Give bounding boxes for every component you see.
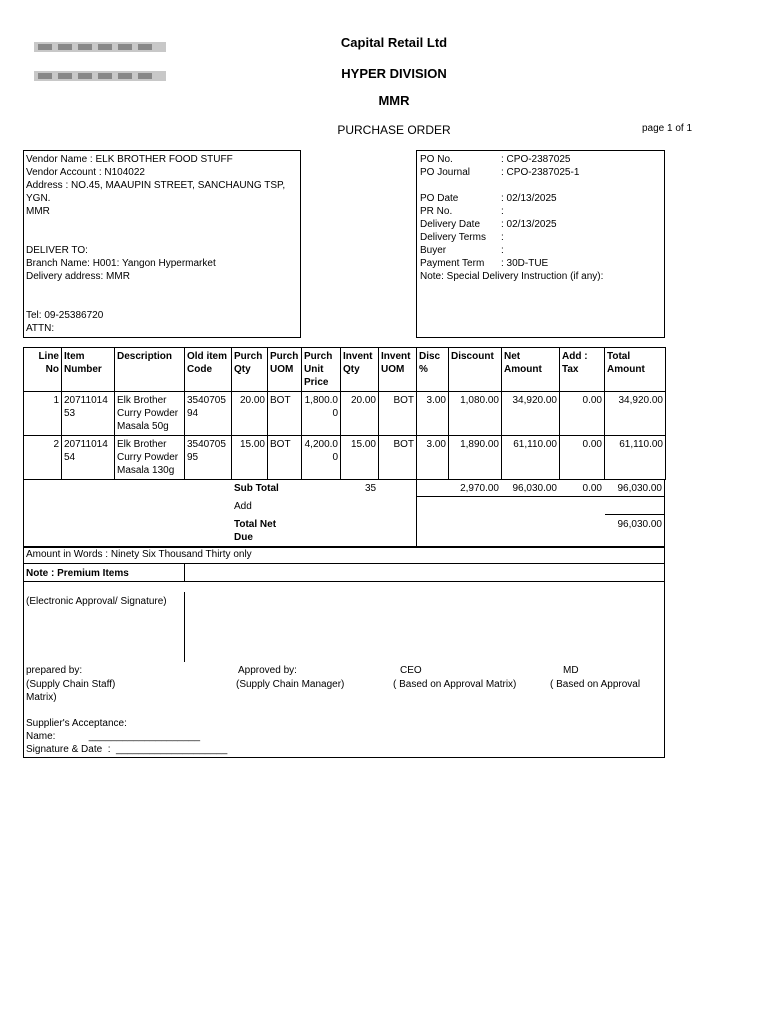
page-number: page 1 of 1 [642,123,693,134]
cell-disc-pct: 3.00 [417,436,449,480]
vendor-name: Vendor Name : ELK BROTHER FOOD STUFF [26,154,233,165]
table-header-row [24,348,666,392]
table-row [24,436,666,480]
cell-invent-qty: 15.00 [341,436,379,480]
col-header-invent-uom: Invent UOM [379,348,417,392]
cell-line-no: 2 [24,436,62,480]
col-header-old-item-code: Old item Code [185,348,232,392]
cell-invent-qty: 20.00 [341,392,379,436]
cell-description: Elk Brother Curry Powder Masala 50g [115,392,185,436]
ceo-role: ( Based on Approval Matrix) [393,679,517,690]
delivery-terms-value: : [501,232,504,243]
sub-total-qty: 35 [365,483,377,494]
col-header-purch-unit-price: Purch Unit Price [302,348,341,392]
buyer-value: : [501,245,504,256]
approved-by-role: (Supply Chain Manager) [236,679,345,690]
ceo-label: CEO [400,665,422,676]
sub-total-amount: 96,030.00 [617,483,662,494]
table-row [24,392,666,436]
note-premium-items: Note : Premium Items [26,568,129,579]
pr-no-label: PR No. [420,206,453,217]
vendor-address-2: YGN. [26,193,51,204]
col-header-add-tax: Add : Tax [560,348,605,392]
deliver-to-label: DELIVER TO: [26,245,88,256]
col-header-invent-qty: Invent Qty [341,348,379,392]
cell-purch-qty: 15.00 [232,436,268,480]
payment-term-label: Payment Term [420,258,485,269]
cell-purch-unit-price: 1,800.00 [302,392,341,436]
total-net-due-value: 96,030.00 [617,519,662,530]
cell-total-amount: 61,110.00 [605,436,666,480]
pr-no-value: : [501,206,504,217]
note-divider [184,563,185,582]
total-net-due-label: Total Net Due [234,519,277,543]
delivery-address: Delivery address: MMR [26,271,130,282]
document-title: PURCHASE ORDER [337,123,451,137]
sub-total-net: 96,030.00 [512,483,557,494]
col-header-discount: Discount [449,348,502,392]
delivery-date-label: Delivery Date [420,219,481,230]
totals-left-border [23,480,24,546]
col-header-disc-pct: Disc % [417,348,449,392]
cell-description: Elk Brother Curry Powder Masala 130g [115,436,185,480]
po-no-value: : CPO-2387025 [501,154,571,165]
cell-purch-qty: 20.00 [232,392,268,436]
signature-divider [184,592,185,662]
po-journal-value: : CPO-2387025-1 [501,167,580,178]
delivery-terms-label: Delivery Terms [420,232,486,243]
cell-item-number: 2071101453 [62,392,115,436]
vendor-address-1: Address : NO.45, MAAUPIN STREET, SANCHAUNG TSP, [26,180,286,191]
subtotal-underline [416,496,665,497]
add-label: Add [234,501,252,512]
totals-divider [416,480,417,546]
prepared-by-role: (Supply Chain Staff) [26,679,116,690]
cell-add-tax: 0.00 [560,392,605,436]
company-name: Capital Retail Ltd [340,35,448,50]
md-role-continued: Matrix) [26,692,57,703]
division-title: HYPER DIVISION [341,66,447,81]
col-header-line-no: Line No [24,348,62,392]
total-net-overline [605,514,665,515]
md-label: MD [563,665,579,676]
cell-discount: 1,890.00 [449,436,502,480]
payment-term-value: : 30D-TUE [501,258,549,269]
amount-in-words: Amount in Words : Ninety Six Thousand Thirty only [26,549,252,560]
cell-net-amount: 34,920.00 [502,392,560,436]
vendor-account: Vendor Account : N104022 [26,167,145,178]
cell-purch-unit-price: 4,200.00 [302,436,341,480]
cell-invent-uom: BOT [379,436,417,480]
supplier-signature-line[interactable]: Signature & Date : ____________________ [26,744,228,755]
sub-total-label: Sub Total [234,483,279,494]
buyer-label: Buyer [420,245,447,256]
cell-old-item-code: 354070594 [185,392,232,436]
cell-discount: 1,080.00 [449,392,502,436]
vendor-address-3: MMR [26,206,50,217]
col-header-purch-qty: Purch Qty [232,348,268,392]
md-role: ( Based on Approval [550,679,641,690]
col-header-total-amount: Total Amount [605,348,666,392]
cell-purch-uom: BOT [268,392,302,436]
note-row-underline [23,581,665,582]
cell-purch-uom: BOT [268,436,302,480]
col-header-purch-uom: Purch UOM [268,348,302,392]
cell-add-tax: 0.00 [560,436,605,480]
cell-line-no: 1 [24,392,62,436]
prepared-by-label: prepared by: [26,665,83,676]
vendor-tel: Tel: 09-25386720 [26,310,104,321]
sub-total-discount: 2,970.00 [460,483,499,494]
col-header-item-number: Item Number [62,348,115,392]
col-header-description: Description [115,348,185,392]
cell-invent-uom: BOT [379,392,417,436]
supplier-acceptance-label: Supplier's Acceptance: [26,718,127,729]
supplier-name-line[interactable]: Name: ____________________ [26,731,201,742]
cell-item-number: 2071101454 [62,436,115,480]
branch-name: Branch Name: H001: Yangon Hypermarket [26,258,216,269]
po-date-label: PO Date [420,193,459,204]
cell-net-amount: 61,110.00 [502,436,560,480]
delivery-date-value: : 02/13/2025 [501,219,557,230]
cell-disc-pct: 3.00 [417,392,449,436]
special-delivery-note: Note: Special Delivery Instruction (if any): [420,271,604,282]
vendor-attn: ATTN: [26,323,55,334]
electronic-approval-label: (Electronic Approval/ Signature) [26,596,167,607]
cell-old-item-code: 354070595 [185,436,232,480]
totals-right-border [664,480,665,546]
approved-by-label: Approved by: [238,665,297,676]
items-table [23,347,666,480]
sub-total-tax: 0.00 [582,483,602,494]
col-header-net-amount: Net Amount [502,348,560,392]
po-date-value: : 02/13/2025 [501,193,557,204]
po-journal-label: PO Journal [420,167,471,178]
region-title: MMR [378,93,410,108]
cell-total-amount: 34,920.00 [605,392,666,436]
po-no-label: PO No. [420,154,453,165]
